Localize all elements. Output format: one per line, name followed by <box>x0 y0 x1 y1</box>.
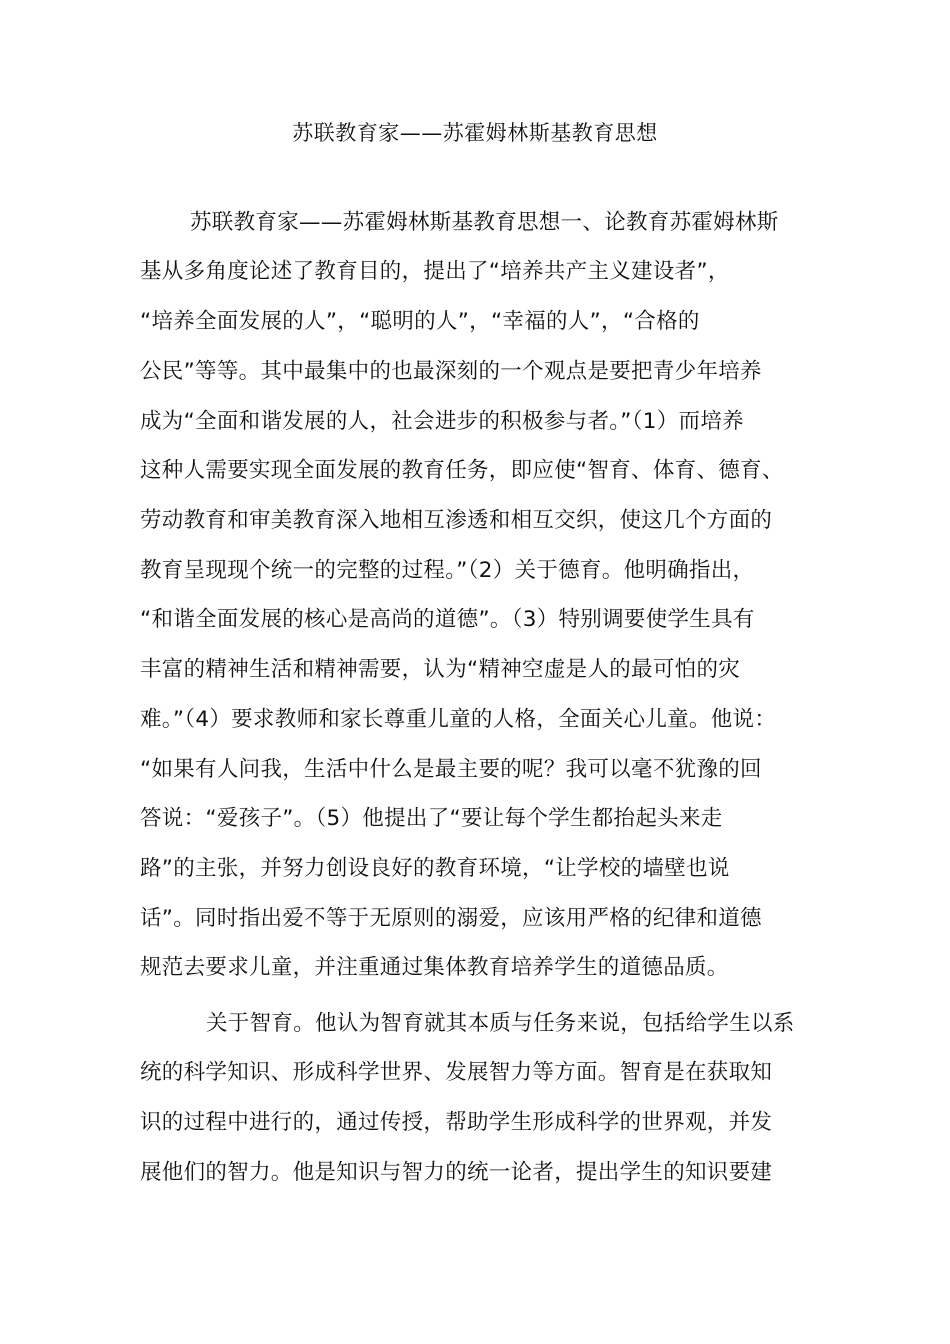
paragraph-line: 识的过程中进行的，通过传授，帮助学生形成科学的世界观，并发 <box>140 1110 773 1135</box>
paragraph-line: 劳动教育和审美教育深入地相互渗透和相互交织，使这几个方面的 <box>140 508 773 533</box>
paragraph-line: 统的科学知识、形成科学世界、发展智力等方面。智育是在获取知 <box>140 1060 773 1085</box>
paragraph-line: 教育呈现现个统一的完整的过程。”（2）关于德育。他明确指出， <box>140 558 755 583</box>
paragraph-line: 难。”（4）要求教师和家长尊重儿童的人格，全面关心儿童。他说： <box>140 707 777 732</box>
paragraph-line: 成为“全面和谐发展的人，社会进步的积极参与者。”（1）而培养 <box>140 409 744 434</box>
paragraph-line: 话”。同时指出爱不等于无原则的溺爱，应该用严格的纪律和道德 <box>140 906 762 931</box>
paragraph-line: 展他们的智力。他是知识与智力的统一论者，提出学生的知识要建 <box>140 1160 773 1185</box>
paragraph-line: 苏联教育家——苏霍姆林斯基教育思想一、论教育苏霍姆林斯 <box>190 210 779 235</box>
paragraph-line: 基从多角度论述了教育目的，提出了“培养共产主义建设者”， <box>140 259 730 284</box>
paragraph-line: “和谐全面发展的核心是高尚的道德”。（3）特别调要使学生具有 <box>140 607 755 632</box>
paragraph-line: 答说：“爱孩子”。（5）他提出了“要让每个学生都抬起头来走 <box>140 806 723 831</box>
paragraph-line: 公民”等等。其中最集中的也最深刻的一个观点是要把青少年培养 <box>140 359 762 384</box>
paragraph-line: 丰富的精神生活和精神需要，认为“精神空虚是人的最可怕的灾 <box>140 657 741 682</box>
paragraph-line: “如果有人问我，生活中什么是最主要的呢？我可以毫不犹豫的回 <box>140 757 762 782</box>
paragraph-line: 路”的主张，并努力创设良好的教育环境，“让学校的墙壁也说 <box>140 856 730 881</box>
paragraph-line: “培养全面发展的人”，“聪明的人”，“幸福的人”，“合格的 <box>140 309 700 334</box>
document-title: 苏联教育家——苏霍姆林斯基教育思想 <box>292 121 658 145</box>
paragraph-line: 关于智育。他认为智育就其本质与任务来说，包括给学生以系 <box>206 1011 795 1036</box>
paragraph-line: 规范去要求儿童，并注重通过集体教育培养学生的道德品质。 <box>140 955 729 980</box>
paragraph-line: 这种人需要实现全面发展的教育任务，即应使“智育、体育、德育、 <box>140 458 784 483</box>
